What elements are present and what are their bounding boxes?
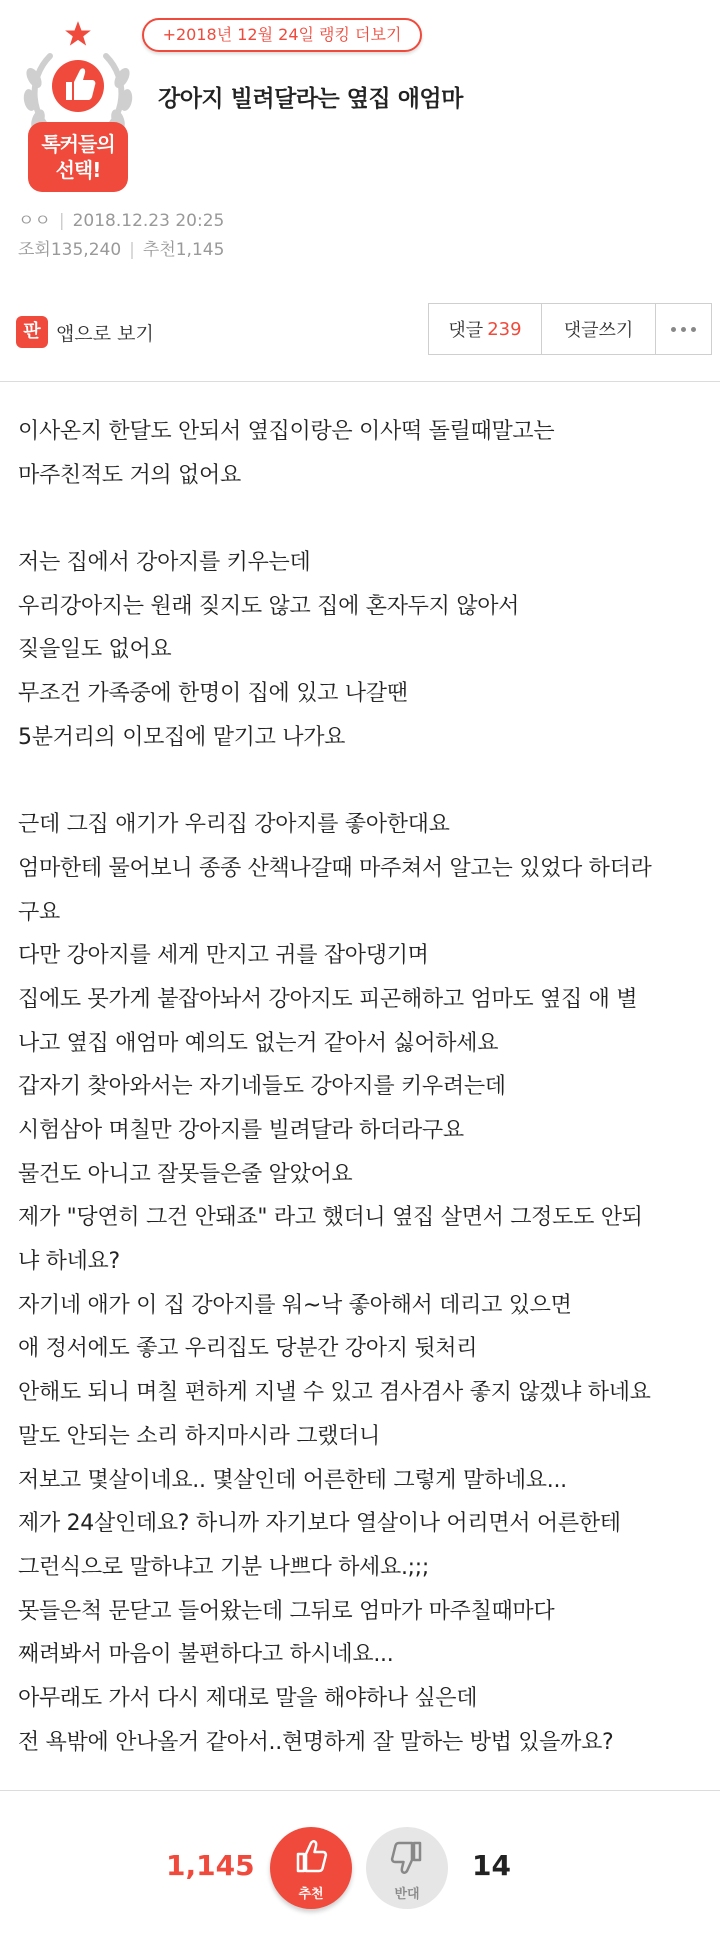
body-text-line: 그런식으로 말하냐고 기분 나쁘다 하세요.;;; xyxy=(18,1554,429,1580)
body-text-line: 무조건 가족중에 한명이 집에 있고 나갈땐 xyxy=(18,681,408,707)
ranking-more-link[interactable]: +2018년 12월 24일 랭킹 더보기 xyxy=(142,18,422,52)
badge-label xyxy=(28,122,128,192)
thumbs-down-icon xyxy=(390,1839,424,1875)
post-date: 2018.12.23 20:25 xyxy=(72,211,225,231)
upvote-label: 추천 xyxy=(298,1887,324,1902)
talkers-choice-badge xyxy=(14,18,142,194)
post-toolbar xyxy=(0,300,720,382)
body-text-line: 5분거리의 이모집에 맡기고 나가요 xyxy=(18,724,346,750)
downvote-count: 14 xyxy=(472,1849,511,1882)
more-options-button[interactable] xyxy=(655,304,711,354)
author-name: ㅇㅇ xyxy=(18,211,51,231)
comments-label: 댓글 xyxy=(448,320,484,341)
post-title: 강아지 빌려달라는 옆집 애엄마 xyxy=(158,86,463,112)
badge-label-line1: 톡커들의 xyxy=(41,132,115,156)
body-text-line: 아무래도 가서 다시 제대로 말을 해야하나 싶은데 xyxy=(18,1685,478,1711)
body-text-line: 우리강아지는 원래 짖지도 않고 집에 혼자두지 않아서 xyxy=(18,593,520,619)
body-text-line: 마주친적도 거의 없어요 xyxy=(18,462,241,488)
body-text-line: 나고 옆집 애엄마 예의도 없는거 같아서 싫어하세요 xyxy=(18,1030,499,1056)
body-text-line: 집에도 못가게 붙잡아놔서 강아지도 피곤해하고 엄마도 옆집 애 별 xyxy=(18,986,638,1012)
thumbs-up-icon xyxy=(294,1839,328,1875)
body-text-line: 시험삼아 며칠만 강아지를 빌려달라 하더라구요 xyxy=(18,1118,464,1143)
post-meta-author-date: ㅇㅇ | 2018.12.23 20:25 xyxy=(18,211,225,231)
body-text-line: 짖을일도 없어요 xyxy=(18,637,172,663)
body-text-line: 안해도 되니 며칠 편하게 지낼 수 있고 겸사겸사 좋지 않겠냐 하네요 xyxy=(18,1380,651,1406)
body-text-line: 못들은척 문닫고 들어왔는데 그뒤로 엄마가 마주칠때마다 xyxy=(18,1598,555,1624)
body-text-line: 물건도 아니고 잘못들은줄 알았어요 xyxy=(18,1161,353,1187)
body-text-line: 다만 강아지를 세게 만지고 귀를 잡아댕기며 xyxy=(18,943,429,969)
view-count: 조회135,240 xyxy=(18,240,122,260)
body-text-line: 전 욕밖에 안나올거 같아서..현명하게 잘 말하는 방법 있을까요? xyxy=(18,1729,614,1755)
body-text-line: 근데 그집 애기가 우리집 강아지를 좋아한대요 xyxy=(18,812,450,838)
body-text-line: 갑자기 찾아와서는 자기네들도 강아지를 키우려는데 xyxy=(18,1074,506,1100)
downvote-label: 반대 xyxy=(394,1887,420,1902)
body-text-line: 자기네 애가 이 집 강아지를 워~낙 좋아해서 데리고 있으면 xyxy=(18,1292,572,1318)
post-meta-stats: 조회135,240 | 추천1,145 xyxy=(18,240,225,260)
post-header xyxy=(0,0,720,300)
comment-button-group xyxy=(428,303,712,355)
recommend-count: 추천1,145 xyxy=(142,240,225,260)
body-text-line: 제가 24살인데요? 하니까 자기보다 열살이나 어리면서 어른한테 xyxy=(18,1511,621,1537)
write-comment-button[interactable]: 댓글쓰기 xyxy=(541,304,655,354)
blank-line xyxy=(18,760,708,804)
body-text-line: 구요 xyxy=(18,899,60,925)
open-in-app-label: 앱으로 보기 xyxy=(56,322,154,345)
blank-line xyxy=(18,497,708,541)
body-text-line: 제가 "당연히 그건 안돼죠" 라고 했더니 옆집 살면서 그정도도 안되 xyxy=(18,1205,643,1231)
vote-area xyxy=(0,1790,720,1945)
body-text-line: 째려봐서 마음이 불편하다고 하시네요... xyxy=(18,1642,394,1668)
downvote-button[interactable] xyxy=(366,1827,448,1909)
body-text-line: 애 정서에도 좋고 우리집도 당분간 강아지 뒷처리 xyxy=(18,1336,478,1362)
thumbs-up-laurel-icon xyxy=(58,64,98,106)
more-dots-icon xyxy=(671,327,696,332)
body-text-line: 저는 집에서 강아지를 키우는데 xyxy=(18,550,311,576)
pann-app-icon: 판 xyxy=(16,316,48,348)
body-text-line: 저보고 몇살이네요.. 몇살인데 어른한테 그렇게 말하네요... xyxy=(18,1467,567,1493)
badge-label-line2: 선택! xyxy=(55,158,101,182)
body-text-line: 이사온지 한달도 안되서 옆집이랑은 이사떡 돌릴때말고는 xyxy=(18,419,555,444)
upvote-button[interactable] xyxy=(270,1827,352,1909)
comments-button[interactable] xyxy=(429,304,541,354)
open-in-app-button[interactable] xyxy=(16,314,154,350)
comments-count: 239 xyxy=(487,318,522,340)
post-body xyxy=(18,410,708,1764)
body-text-line: 냐 하네요? xyxy=(18,1249,120,1275)
upvote-count: 1,145 xyxy=(166,1849,255,1882)
body-text-line: 엄마한테 물어보니 종종 산책나갈때 마주쳐서 알고는 있었다 하더라 xyxy=(18,855,652,881)
body-text-line: 말도 안되는 소리 하지마시라 그랬더니 xyxy=(18,1423,381,1449)
